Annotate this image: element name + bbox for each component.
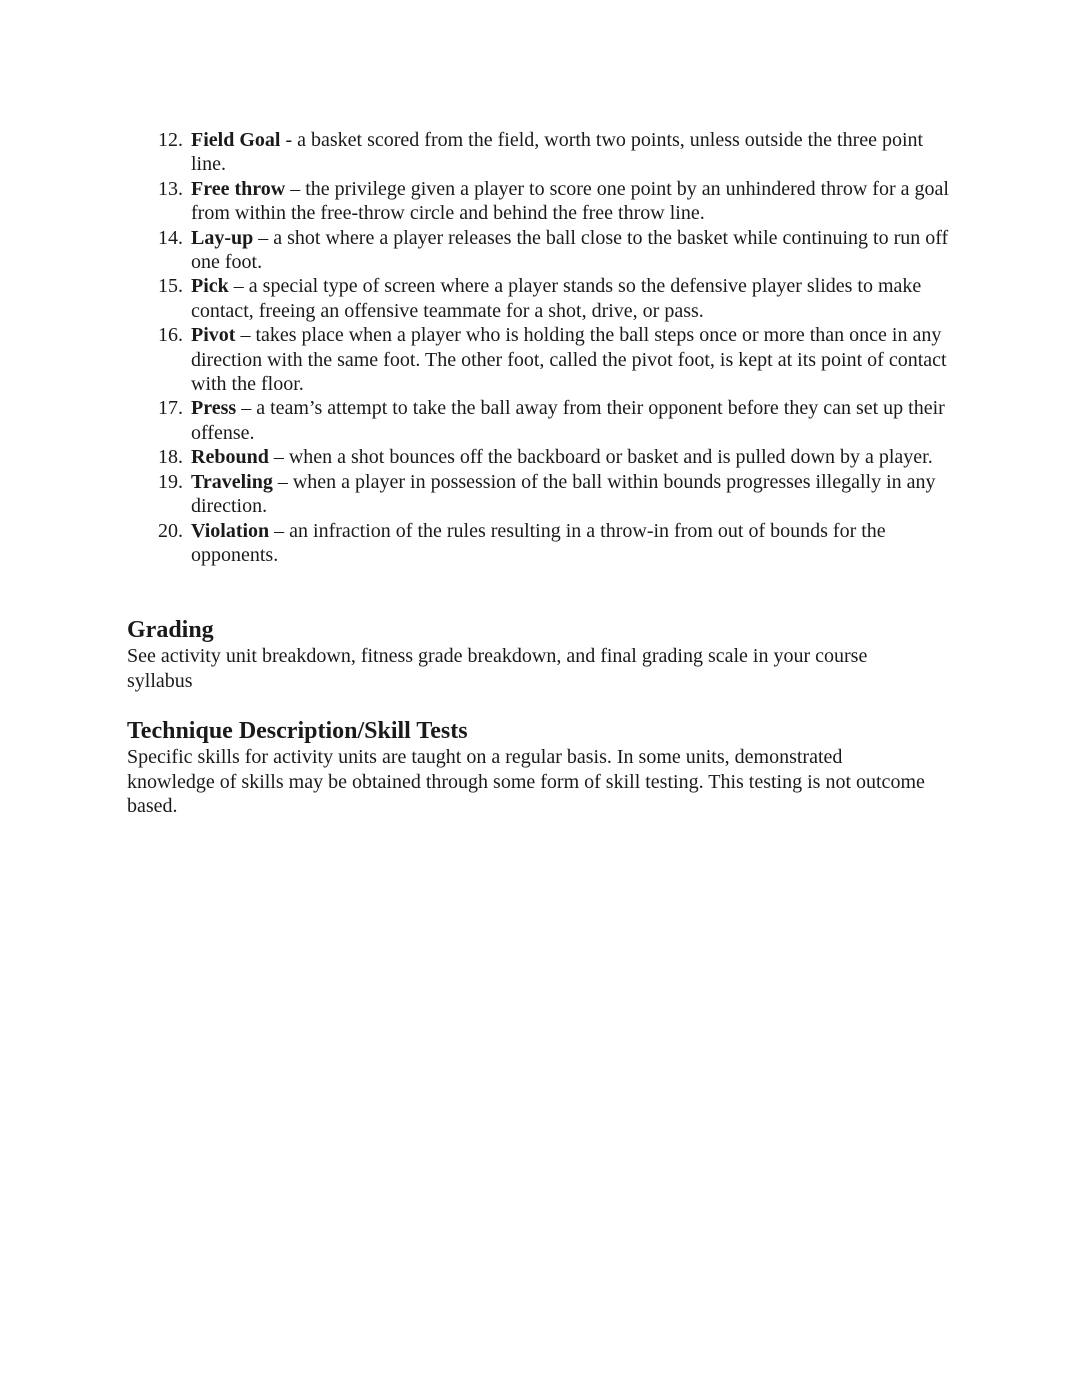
term-separator: –: [236, 397, 257, 420]
term-name: Traveling: [191, 470, 273, 493]
term-definition: a shot where a player releases the ball close to the basket while continuing to run off one foot.: [191, 226, 949, 274]
glossary-item-rebound: [158, 445, 958, 469]
term-definition: a team’s attempt to take the ball away from their opponent before they can set up their offense.: [191, 397, 945, 444]
term-name: Violation: [191, 519, 270, 542]
term-separator: –: [253, 226, 274, 249]
technique-section: [127, 717, 927, 819]
term-definition: when a shot bounces off the backboard or basket and is pulled down by a player.: [288, 446, 933, 469]
term-definition: takes place when a player who is holding the ball steps once or more than once in any direction with the same foot. The other foot, called the pivot foot, is kept at its point of contact with the floor.: [191, 324, 947, 396]
glossary-item-free-throw: [158, 177, 958, 226]
item-number: 18.: [158, 446, 183, 469]
term-name: Pivot: [191, 324, 236, 347]
item-number: 17.: [158, 397, 183, 420]
term-name: Lay-up: [191, 226, 254, 249]
term-name: Pick: [191, 275, 229, 298]
term-name: Field Goal: [191, 129, 281, 151]
item-number: 14.: [158, 226, 183, 249]
term-definition: a basket scored from the field, worth two points, unless outside the three point line.: [191, 129, 924, 176]
item-number: 13.: [158, 177, 183, 200]
glossary-item-press: [158, 396, 958, 445]
term-definition: a special type of screen where a player stands so the defensive player slides to make contact, freeing an offensive teammate for a shot, drive, or pass.: [191, 275, 922, 322]
term-separator: –: [269, 519, 290, 542]
term-name: Rebound: [191, 446, 269, 469]
technique-heading: Technique Description/Skill Tests: [127, 718, 468, 744]
technique-text: Specific skills for activity units are taught on a regular basis. In some units, demonstrated knowledge of skills may be obtained through some form of skill testing. This testing is not outcome based.: [127, 746, 925, 817]
glossary-item-lay-up: [158, 226, 958, 275]
term-definition: an infraction of the rules resulting in a throw-in from out of bounds for the opponents.: [191, 519, 886, 566]
item-number: 19.: [158, 470, 183, 493]
term-separator: –: [268, 446, 289, 469]
term-name: Free throw: [191, 177, 286, 200]
glossary-item-traveling: [158, 470, 958, 519]
term-separator: -: [280, 129, 298, 151]
glossary-list: [158, 128, 958, 567]
term-separator: –: [235, 324, 256, 347]
glossary-item-pivot: [158, 323, 958, 396]
term-definition: when a player in possession of the ball within bounds progresses illegally in any direction.: [191, 470, 936, 518]
grading-text: See activity unit breakdown, fitness grade breakdown, and final grading scale in your course syllabus: [127, 645, 868, 692]
item-number: 15.: [158, 275, 183, 298]
term-separator: –: [285, 177, 306, 200]
glossary-item-pick: [158, 274, 958, 323]
item-number: 20.: [158, 519, 183, 542]
glossary-item-violation: [158, 519, 958, 568]
glossary-item-field-goal: [158, 128, 958, 177]
term-separator: –: [272, 470, 293, 493]
term-definition: the privilege given a player to score one point by an unhindered throw for a goal from within the free-throw circle and behind the free throw line.: [191, 177, 949, 225]
grading-section: [127, 616, 927, 693]
item-number: 16.: [158, 324, 183, 347]
item-number: 12.: [158, 129, 183, 151]
grading-heading: Grading: [127, 617, 214, 643]
term-separator: –: [228, 275, 249, 298]
term-name: Press: [191, 397, 237, 420]
